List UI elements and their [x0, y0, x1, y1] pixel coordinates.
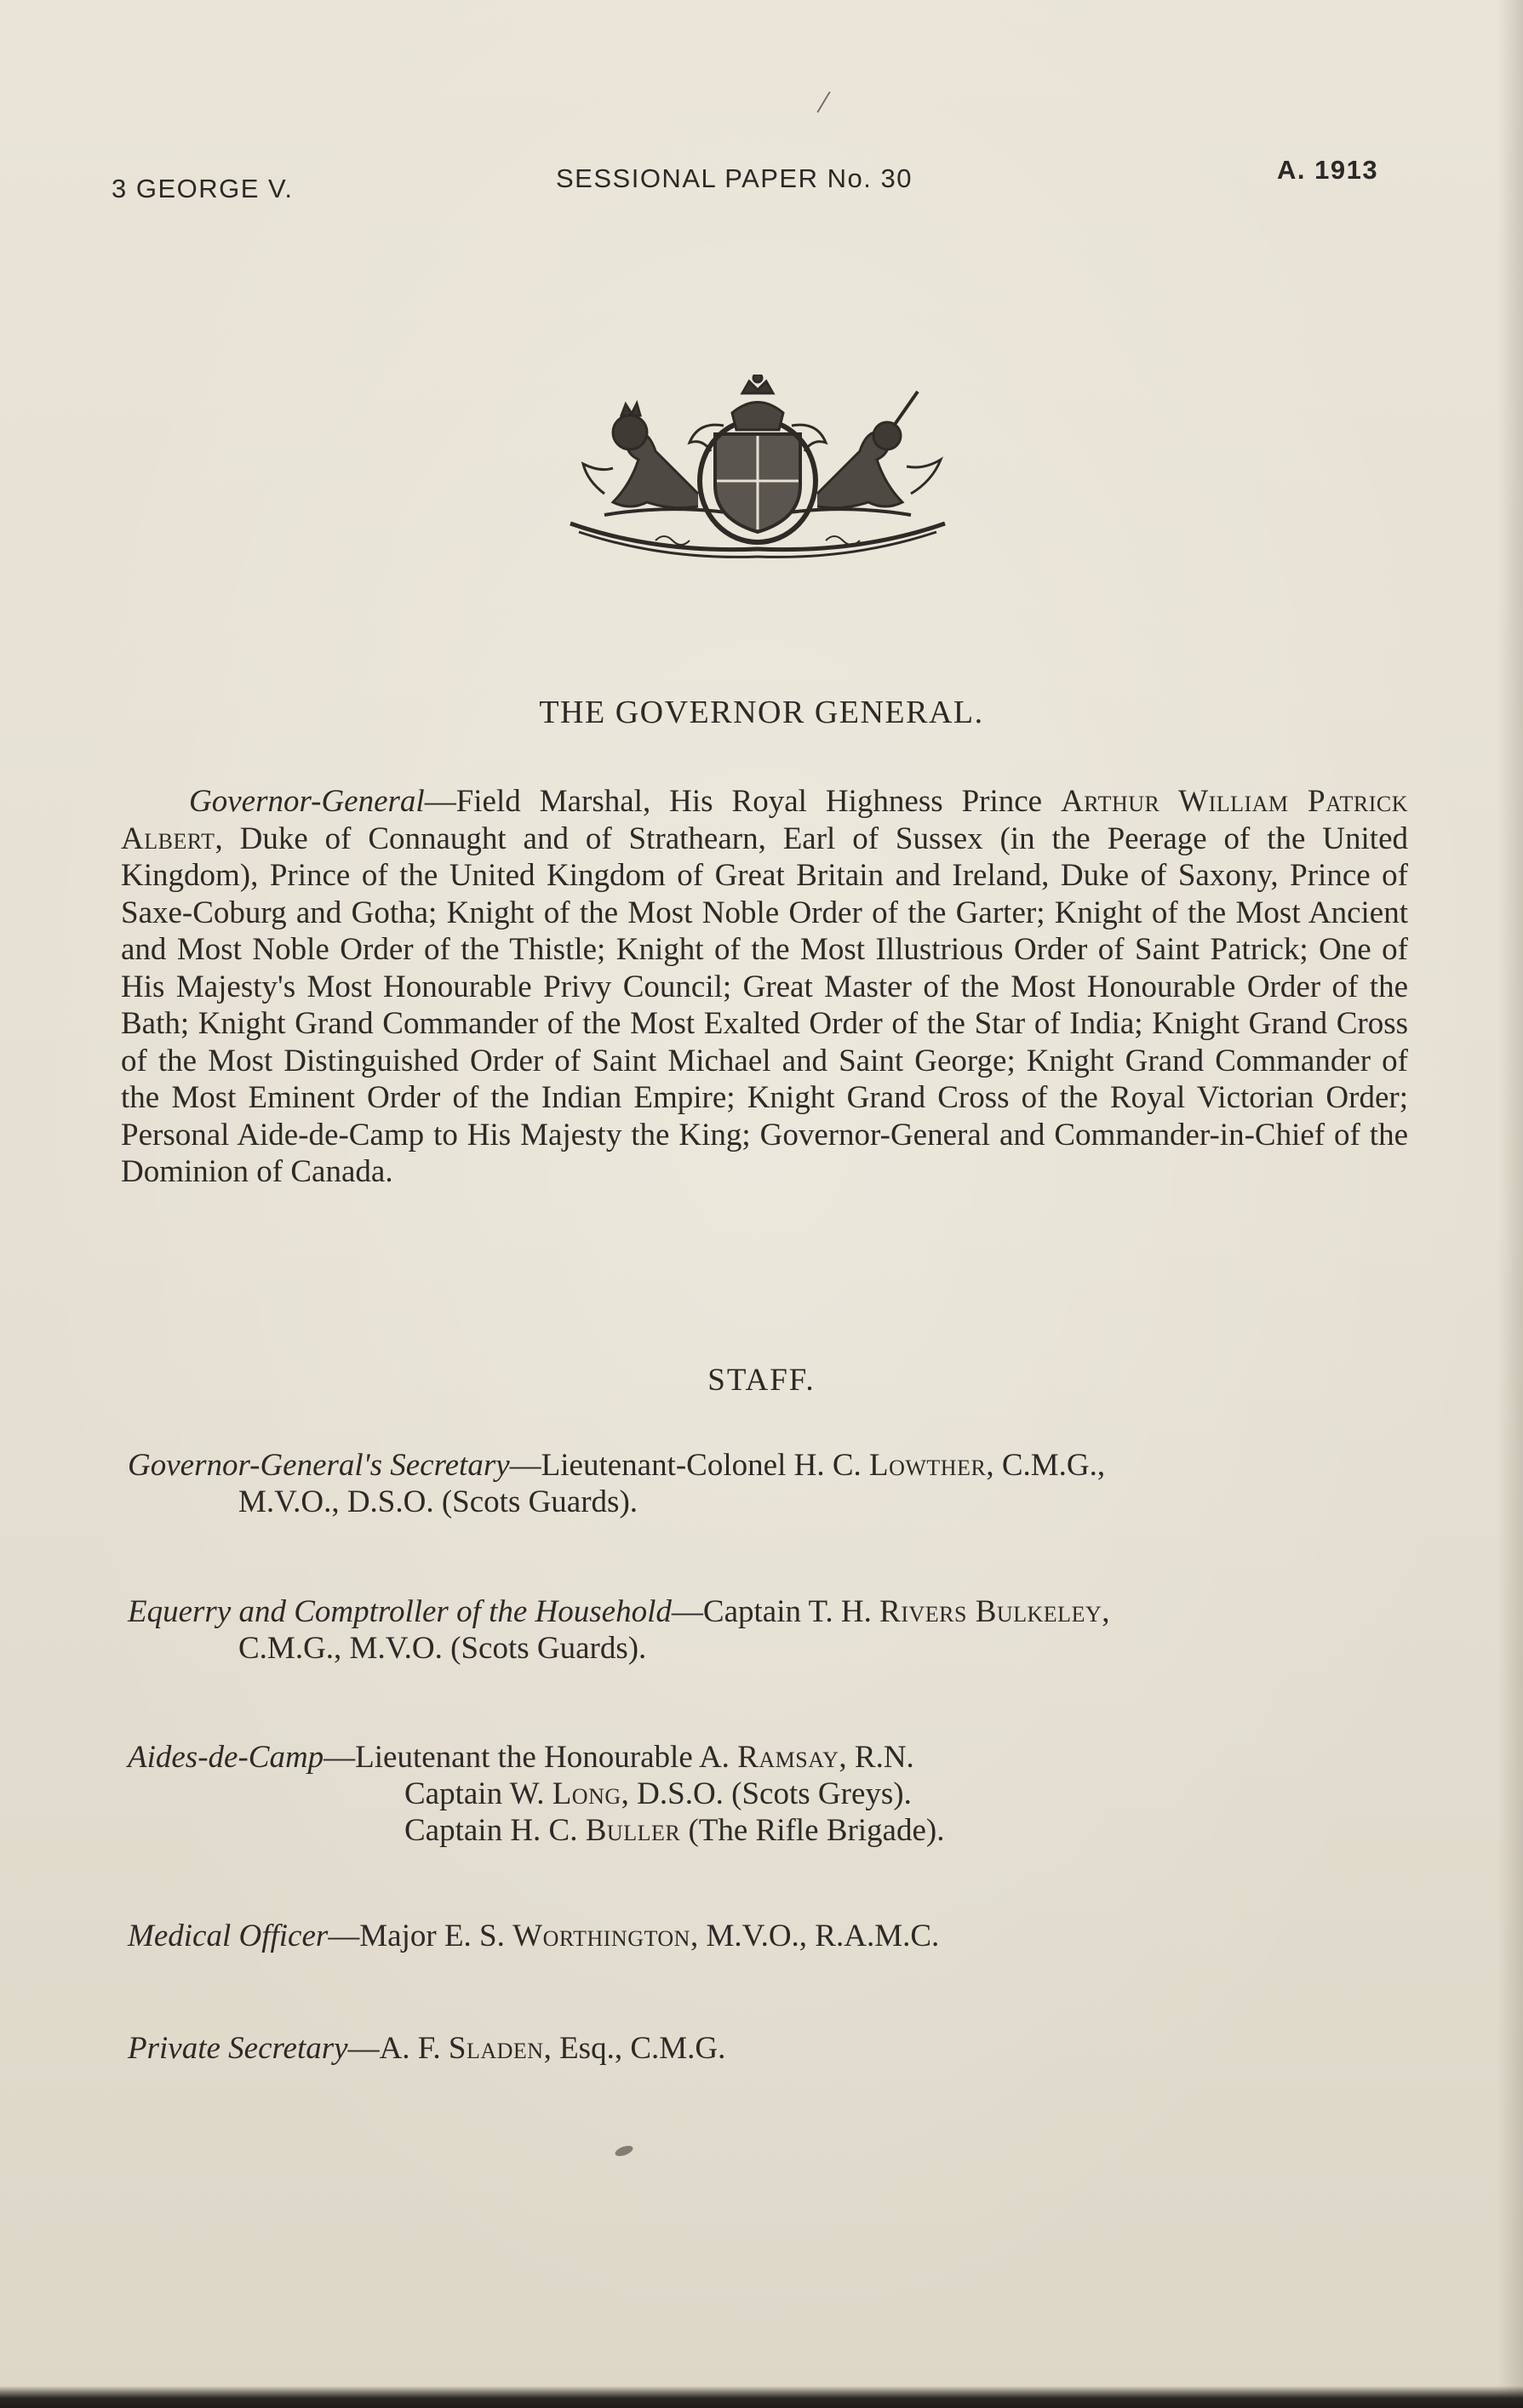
staff-entry-equerry [128, 1593, 1413, 1667]
staff-entry-secretary [128, 1447, 1413, 1520]
staff-text: (The Rifle Brigade). [680, 1813, 945, 1848]
staff-role: Private Secretary [128, 2031, 348, 2066]
staff-text: Captain H. C. [404, 1813, 586, 1848]
staff-entry-private-secretary [128, 2030, 1413, 2067]
ink-smudge [614, 2144, 634, 2159]
header-year: A. 1913 [1277, 155, 1379, 185]
staff-text: , [1102, 1594, 1110, 1629]
staff-text: Captain W. [404, 1776, 553, 1811]
aide-line-3 [128, 1812, 1413, 1849]
staff-text: —Lieutenant-Colonel H. C. [509, 1448, 869, 1483]
staff-name: Long [552, 1776, 621, 1811]
staff-name: Rivers Bulkeley [879, 1594, 1102, 1629]
staff-entry-medical-officer [128, 1918, 1413, 1954]
page-bottom-edge [0, 2386, 1523, 2408]
staff-role: Aides-de-Camp [128, 1740, 324, 1775]
governor-general-role: Governor-General [189, 784, 425, 819]
governor-general-text-1: —Field Marshal, His Royal Highness Prince [424, 784, 1062, 819]
header-sessional-paper: SESSIONAL PAPER No. 30 [556, 163, 913, 193]
staff-text: , D.S.O. (Scots Greys). [621, 1776, 912, 1811]
governor-general-text-2: , Duke of Connaught and of Strathearn, Earl of Sussex (in the Peerage of the United Kingdom), Prince of the United Kingdom of Great Britain and Ireland, Duke of Saxony, Prince of Saxe-Coburg and Gotha; Knight of the Most Noble Order of the Garter; Knight of the Most Ancient and Most Noble Order of the Thistle; Knight of the Most Illustrious Order of Saint Patrick; One of His Majesty's Most Honourable Privy Council; Great Master of the Most Honourable Order of the Bath; Knight Grand Commander of the Most Exalted Order of the Star of India; Knight Grand Cross of the Most Distinguished Order of Saint Michael and Saint George; Knight Grand Commander of the Most Eminent Order of the Indian Empire; Knight Grand Cross of the Royal Victorian Order; Personal Aide-de-Camp to His Majesty the King; Governor-General and Commander-in-Chief of the Dominion of Canada. [121, 821, 1408, 1189]
header-reign: 3 GEORGE V. [112, 174, 294, 203]
governor-general-name: Arthur William Patrick Albert [121, 784, 1408, 856]
staff-name: Lowther [869, 1448, 987, 1483]
staff-text: , M.V.O., R.A.M.C. [690, 1919, 940, 1953]
staff-text: —Captain T. H. [671, 1594, 880, 1629]
governor-general-entry [121, 783, 1408, 1191]
document-title: THE GOVERNOR GENERAL. [539, 695, 984, 730]
staff-continuation: M.V.O., D.S.O. (Scots Guards). [238, 1484, 638, 1519]
page-edge-shadow [1497, 0, 1523, 2408]
staff-text: —Lieutenant the Honourable A. [323, 1740, 738, 1775]
staff-role: Governor-General's Secretary [128, 1448, 510, 1483]
aide-line-2 [128, 1776, 1413, 1812]
staff-role: Medical Officer [128, 1919, 329, 1953]
staff-text: , R.N. [839, 1740, 914, 1775]
pencil-mark: / [815, 82, 833, 122]
royal-coat-of-arms-icon [553, 375, 962, 562]
staff-name: Sladen [448, 2031, 544, 2066]
staff-text: , Esq., C.M.G. [543, 2031, 726, 2066]
staff-text: , C.M.G., [986, 1448, 1106, 1483]
staff-name: Ramsay [737, 1740, 839, 1775]
staff-name: Buller [585, 1813, 681, 1848]
staff-text: —Major E. S. [328, 1919, 513, 1953]
staff-text: —A. F. [347, 2031, 449, 2066]
staff-continuation: C.M.G., M.V.O. (Scots Guards). [238, 1631, 647, 1666]
staff-name: Worthington [512, 1919, 690, 1953]
staff-entry-aides-de-camp [128, 1739, 1413, 1849]
staff-heading: STAFF. [707, 1363, 816, 1398]
staff-role: Equerry and Comptroller of the Household [128, 1594, 672, 1629]
